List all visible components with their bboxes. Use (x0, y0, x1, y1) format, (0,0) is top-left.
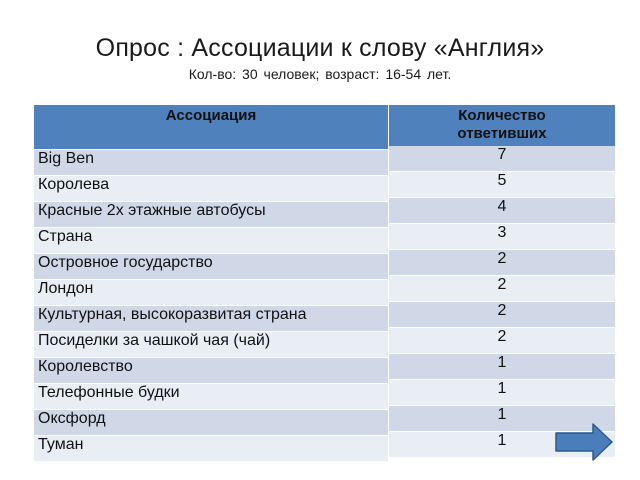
association-cell: Оксфорд (34, 410, 389, 436)
count-cell: 1 (389, 406, 616, 432)
association-cell: Big Ben (34, 150, 389, 176)
count-cell: 3 (389, 224, 616, 250)
header-count (389, 105, 616, 150)
count-cell: 7 (389, 146, 616, 172)
slide-title: Опрос : Ассоциации к слову «Англия» (95, 34, 545, 62)
slide-subtitle: Кол-во: 30 человек; возраст: 16-54 лет. (188, 66, 452, 82)
association-cell: Лондон (34, 280, 389, 306)
header-count-line2: ответивших (457, 125, 547, 142)
count-cell: 1 (389, 432, 616, 458)
association-cell: Красные 2х этажные автобусы (34, 202, 389, 228)
association-cell: Королева (34, 176, 389, 202)
header-association-label: Ассоциация (165, 107, 257, 124)
count-cell: 2 (389, 328, 616, 354)
association-cell: Посиделки за чашкой чая (чай) (34, 332, 389, 358)
table-header-row (34, 105, 616, 150)
association-cell: Культурная, высокоразвитая страна (34, 306, 389, 332)
association-cell: Островное государство (34, 254, 389, 280)
header-count-line1: Количество (458, 107, 546, 124)
association-cell: Телефонные будки (34, 384, 389, 410)
association-cell: Туман (34, 436, 389, 462)
association-cell: Страна (34, 228, 389, 254)
header-association (34, 105, 389, 150)
count-cell: 2 (389, 250, 616, 276)
survey-table (33, 104, 616, 462)
count-cell: 1 (389, 354, 616, 380)
table-row (34, 436, 616, 462)
next-slide-button[interactable] (555, 423, 613, 461)
count-cell: 5 (389, 172, 616, 198)
association-cell: Королевство (34, 358, 389, 384)
count-cell: 4 (389, 198, 616, 224)
count-cell: 1 (389, 380, 616, 406)
right-arrow-icon (555, 423, 613, 461)
count-cell: 2 (389, 276, 616, 302)
count-cell: 2 (389, 302, 616, 328)
